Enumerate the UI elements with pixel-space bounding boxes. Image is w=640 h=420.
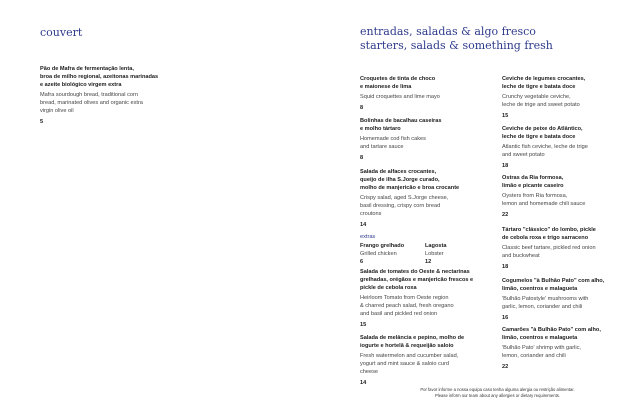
allergy-notice-en: Please inform our team about any allergies or dietary requirements. xyxy=(435,393,560,398)
item-name-en: Mafra sourdough bread, traditional corn bread, marinated olives and organic extra virgin olive oil xyxy=(40,92,143,114)
menu-item xyxy=(360,168,500,229)
item-name-pt: Tártaro "clássico" do lombo, pickle de cebola roxa e trigo sarraceno xyxy=(502,227,596,241)
menu-item xyxy=(360,268,500,329)
item-name-pt: Lagosta xyxy=(425,243,447,249)
item-name-pt: Cogumelos "à Bulhão Pato" com alho, limão, coentros e malagueta xyxy=(502,278,605,292)
item-name-en: Squid croquettes and lime mayo xyxy=(360,94,440,100)
item-price: 18 xyxy=(502,264,509,270)
item-name-pt: Ostras da Ria formosa, limão e picante caseiro xyxy=(502,175,564,189)
item-name-en: Oysters from Ria formosa, lemon and homemade chili sauce xyxy=(502,193,586,207)
menu-item xyxy=(502,226,640,271)
item-name-pt: Salada de tomates do Oeste & nectarinas grelhadas, orégãos e manjericão frescos e pickle de cebola roxa xyxy=(360,269,474,291)
extra-item xyxy=(360,242,420,266)
item-name-pt: Pão de Mafra de fermentação lenta, broa de milho regional, azeitonas marinadas e azeite biológico virgem extra xyxy=(40,66,159,88)
item-price: 14 xyxy=(360,380,367,386)
item-name-pt: Salada de melância e pepino, molho de iogurte e hortelã & requeijão saloio xyxy=(360,335,465,349)
item-name-en: Heirloom Tomato from Oeste region & charred peach salad, fresh oregano and basil and pickled red onion xyxy=(360,295,454,317)
item-price: 8 xyxy=(360,105,364,111)
item-price: 5 xyxy=(40,119,44,125)
item-name-pt: Bolinhas de bacalhau caseiras e molho tártaro xyxy=(360,118,442,132)
item-name-en: Atlantic fish ceviche, leche de trige and sweet potato xyxy=(502,144,588,158)
couvert-title: couvert xyxy=(40,26,83,39)
item-price: 14 xyxy=(360,222,367,228)
item-name-pt: Camarões "à Bulhão Pato" com alho, limão, coentros e malagueta xyxy=(502,327,601,341)
extras-label: extras xyxy=(360,234,376,240)
item-price: 22 xyxy=(502,364,509,370)
item-name-en: Homemade cod fish cakes and tartare sauce xyxy=(360,136,426,150)
menu-item-couvert xyxy=(40,65,190,126)
menu-item xyxy=(360,117,500,162)
allergy-notice xyxy=(380,387,615,399)
menu-item xyxy=(502,326,640,371)
item-name-en: Classic beef tartare, pickled red onion and buckwheat xyxy=(502,245,596,259)
item-name-en: 'Bulhão Pato' shrimp with garlic, lemon, coriander and chili xyxy=(502,345,581,359)
allergy-notice-pt: Por favor informe a nossa equipa caso tenha alguma alergia ou restrição alimentar. xyxy=(420,387,575,392)
item-name-en: Grilled chicken xyxy=(360,251,397,257)
item-price: 15 xyxy=(360,322,367,328)
menu-item xyxy=(360,75,500,112)
item-price: 8 xyxy=(360,155,364,161)
item-name-en: 'Bulhão Patostyle' mushrooms with garlic, lemon, coriander and chili xyxy=(502,296,589,310)
menu-item xyxy=(502,277,640,322)
extra-item xyxy=(425,242,485,266)
menu-item xyxy=(502,174,640,219)
item-name-en: Lobster xyxy=(425,251,444,257)
item-name-en: Crunchy vegetable ceviche, leche de trige and sweet potato xyxy=(502,94,580,108)
menu-item xyxy=(360,334,500,387)
item-name-pt: Salada de alfaces crocantes, queijo de ilha S.Jorge curado, molho de manjericão e broa crocante xyxy=(360,169,460,191)
item-price: 6 xyxy=(360,259,364,265)
menu-item xyxy=(502,75,640,120)
item-price: 16 xyxy=(502,315,509,321)
section-title-pt: entradas, saladas & algo fresco xyxy=(360,25,536,38)
section-title-en: starters, salads & something fresh xyxy=(360,39,553,52)
item-name-en: Fresh watermelon and cucumber salad, yogurt and mint sauce & saloio curd cheese xyxy=(360,353,459,375)
item-price: 12 xyxy=(425,259,432,265)
item-price: 22 xyxy=(502,212,509,218)
item-price: 18 xyxy=(502,163,509,169)
item-name-en: Crispy salad, aged S.Jorge cheese, basil dressing, crispy corn bread croutons xyxy=(360,195,449,217)
item-price: 15 xyxy=(502,113,509,119)
item-name-pt: Ceviche de legumes crocantes, leche de tigre e batata doce xyxy=(502,76,586,90)
item-name-pt: Croquetes de tinta de choco e maionese de lima xyxy=(360,76,436,90)
item-name-pt: Frango grelhado xyxy=(360,243,405,249)
menu-item xyxy=(502,125,640,170)
item-name-pt: Ceviche de peixe do Atlântico, leche de tigre e batata doce xyxy=(502,126,583,140)
